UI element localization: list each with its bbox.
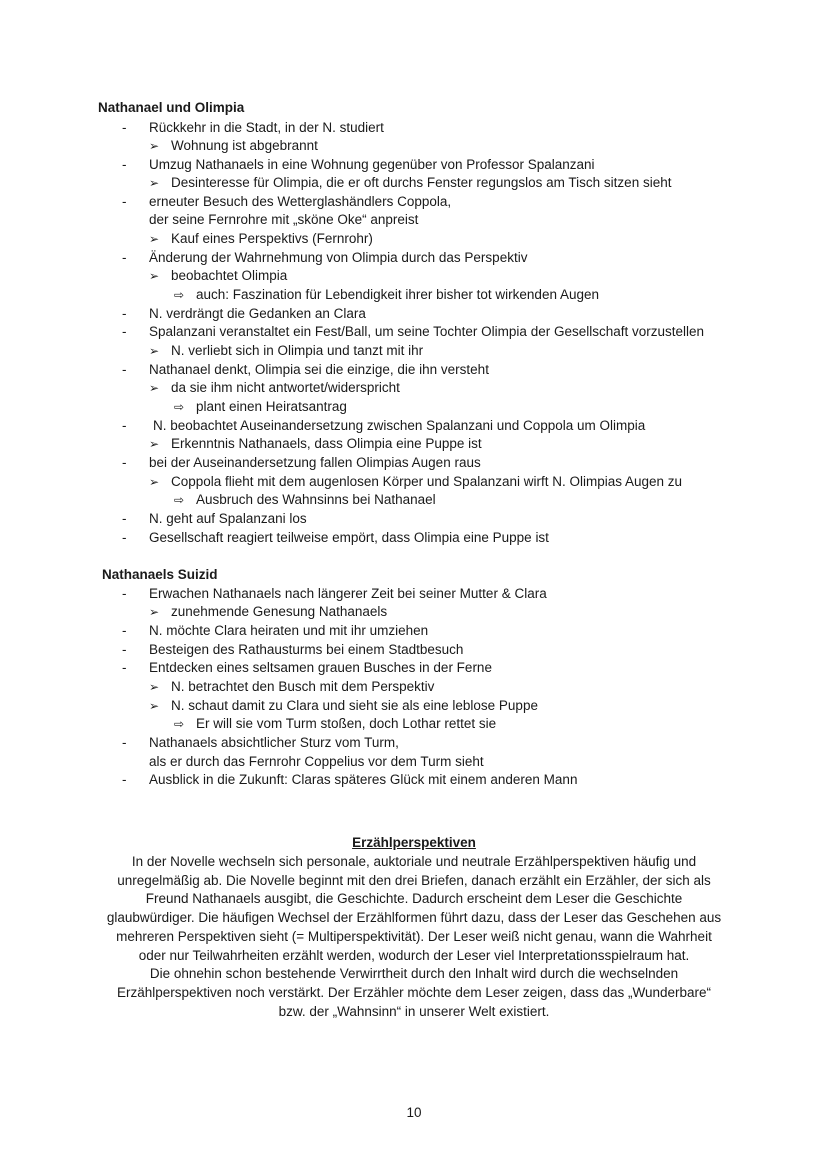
- dash-bullet: -: [122, 623, 127, 638]
- list-item: N. geht auf Spalanzani los: [149, 511, 307, 526]
- arrow-bullet-icon: ➢: [149, 437, 160, 451]
- dash-bullet: -: [122, 362, 127, 377]
- list-item: ➢ N. betrachtet den Busch mit dem Perspektiv: [149, 679, 435, 694]
- list-item: ⇨ Er will sie vom Turm stoßen, doch Lothar rettet sie: [174, 716, 497, 731]
- paragraph-line: bzw. der „Wahnsinn“ in unserer Welt existiert.: [278, 1003, 550, 1019]
- list-item: Besteigen des Rathausturms bei einem Stadtbesuch: [149, 642, 464, 657]
- dash-bullet: -: [122, 735, 127, 750]
- dash-bullet: -: [122, 772, 127, 787]
- section-title-olimpia: Nathanael und Olimpia: [98, 100, 245, 115]
- arrow-bullet-icon: ➢: [149, 269, 160, 283]
- dash-bullet: -: [122, 530, 127, 545]
- paragraph-line: Die ohnehin schon bestehende Verwirrtheit durch den Inhalt wird durch die wechselnden: [149, 966, 679, 982]
- arrow-bullet-icon: ➢: [149, 139, 160, 153]
- list-item: Ausblick in die Zukunft: Claras späteres Glück mit einem anderen Mann: [149, 772, 578, 787]
- list-item: ➢ N. schaut damit zu Clara und sieht sie als eine leblose Puppe: [149, 698, 538, 713]
- list-item: ⇨ Ausbruch des Wahnsinns bei Nathanael: [174, 492, 436, 507]
- list-item: ➢ zunehmende Genesung Nathanaels: [149, 604, 388, 619]
- list-item: N. beobachtet Auseinandersetzung zwischen Spalanzani und Coppola um Olimpia: [153, 418, 646, 433]
- section-title-suizid: Nathanaels Suizid: [102, 567, 218, 582]
- paragraph-line: unregelmäßig ab. Die Novelle beginnt mit den drei Briefen, danach erzählt ein Erzähler, der sich als: [117, 872, 711, 888]
- list-item: N. verdrängt die Gedanken an Clara: [149, 306, 366, 321]
- result-arrow-icon: ⇨: [174, 493, 185, 507]
- list-item: Entdecken eines seltsamen grauen Busches in der Ferne: [149, 660, 492, 675]
- list-item: ⇨ auch: Faszination für Lebendigkeit ihrer bisher tot wirkenden Augen: [174, 287, 599, 302]
- dash-bullet: -: [122, 157, 127, 172]
- arrow-bullet-icon: ➢: [149, 605, 160, 619]
- dash-bullet: -: [122, 586, 127, 601]
- list-item: als er durch das Fernrohr Coppelius vor dem Turm sieht: [149, 754, 484, 769]
- result-arrow-icon: ⇨: [174, 717, 185, 731]
- page-number: 10: [406, 1105, 422, 1120]
- dash-bullet: -: [122, 194, 127, 209]
- list-item: Änderung der Wahrnehmung von Olimpia durch das Perspektiv: [149, 250, 528, 265]
- paragraph-line: In der Novelle wechseln sich personale, auktoriale und neutrale Erzählperspektiven häufig und: [131, 854, 697, 869]
- list-item: Nathanael denkt, Olimpia sei die einzige, die ihn versteht: [149, 362, 489, 377]
- list-item: ➢ N. verliebt sich in Olimpia und tanzt mit ihr: [149, 343, 424, 358]
- list-item: ⇨ plant einen Heiratsantrag: [174, 399, 347, 414]
- list-item: ➢ Wohnung ist abgebrannt: [149, 138, 318, 153]
- dash-bullet: -: [122, 250, 127, 265]
- arrow-bullet-icon: ➢: [149, 699, 160, 713]
- paragraph: [80, 853, 748, 1021]
- list-item: Umzug Nathanaels in eine Wohnung gegenüber von Professor Spalanzani: [149, 157, 595, 172]
- arrow-bullet-icon: ➢: [149, 232, 160, 246]
- list-item: Nathanaels absichtlicher Sturz vom Turm,: [149, 735, 399, 750]
- list-item: ➢ da sie ihm nicht antwortet/widerspricht: [149, 380, 400, 395]
- list-item: Gesellschaft reagiert teilweise empört, dass Olimpia eine Puppe ist: [149, 530, 549, 545]
- paragraph-line: mehreren Perspektiven sieht (= Multiperspektivität). Der Leser weiß nicht genau, wann die Wahrheit: [116, 928, 712, 944]
- list-item: N. möchte Clara heiraten und mit ihr umziehen: [149, 623, 429, 638]
- list-item: ➢ Kauf eines Perspektivs (Fernrohr): [149, 231, 373, 246]
- list-item: erneuter Besuch des Wetterglashändlers Coppola,: [149, 194, 452, 209]
- list-item: bei der Auseinandersetzung fallen Olimpias Augen raus: [149, 455, 481, 470]
- arrow-bullet-icon: ➢: [149, 176, 160, 190]
- result-arrow-icon: ⇨: [174, 400, 185, 414]
- list-item: ➢ Coppola flieht mit dem augenlosen Körper und Spalanzani wirft N. Olimpias Augen zu: [149, 474, 683, 489]
- dash-bullet: -: [122, 324, 127, 339]
- dash-bullet: -: [122, 660, 127, 675]
- arrow-bullet-icon: ➢: [149, 475, 160, 489]
- paragraph-line: glaubwürdiger. Die häufigen Wechsel der Erzählformen führt dazu, dass der Leser das Geschehen aus: [106, 910, 722, 926]
- list-item: Erwachen Nathanaels nach längerer Zeit bei seiner Mutter & Clara: [149, 586, 547, 601]
- paragraph-line: Erzählperspektiven noch verstärkt. Der Erzähler möchte dem Leser zeigen, dass das „Wunderbare“: [116, 984, 712, 1000]
- paragraph-line: Freund Nathanaels ausgibt, die Geschichte. Dadurch erscheint dem Leser die Geschichte: [145, 891, 683, 907]
- dash-bullet: -: [122, 511, 127, 526]
- list-item: ➢ beobachtet Olimpia: [149, 268, 288, 283]
- list-item: ➢ Erkenntnis Nathanaels, dass Olimpia eine Puppe ist: [149, 436, 482, 451]
- list-item: Spalanzani veranstaltet ein Fest/Ball, um seine Tochter Olimpia der Gesellschaft vorzustellen: [149, 324, 705, 339]
- paragraph-line: oder nur Teilwahrheiten erzählt werden, wodurch der Leser viel Interpretationsspielraum hat.: [138, 947, 690, 963]
- list-item: der seine Fernrohre mit „sköne Oke“ anpreist: [149, 212, 419, 227]
- arrow-bullet-icon: ➢: [149, 680, 160, 694]
- dash-bullet: -: [122, 120, 127, 135]
- section-title-erzaehlperspektiven: Erzählperspektiven: [352, 835, 476, 850]
- dash-bullet: -: [122, 642, 127, 657]
- dash-bullet: -: [122, 418, 127, 433]
- dash-bullet: -: [122, 306, 127, 321]
- result-arrow-icon: ⇨: [174, 288, 185, 302]
- list-item: ➢ Desinteresse für Olimpia, die er oft durchs Fenster regungslos am Tisch sitzen sieht: [149, 175, 672, 190]
- arrow-bullet-icon: ➢: [149, 381, 160, 395]
- dash-bullet: -: [122, 455, 127, 470]
- list-item: Rückkehr in die Stadt, in der N. studiert: [149, 120, 384, 135]
- arrow-bullet-icon: ➢: [149, 344, 160, 358]
